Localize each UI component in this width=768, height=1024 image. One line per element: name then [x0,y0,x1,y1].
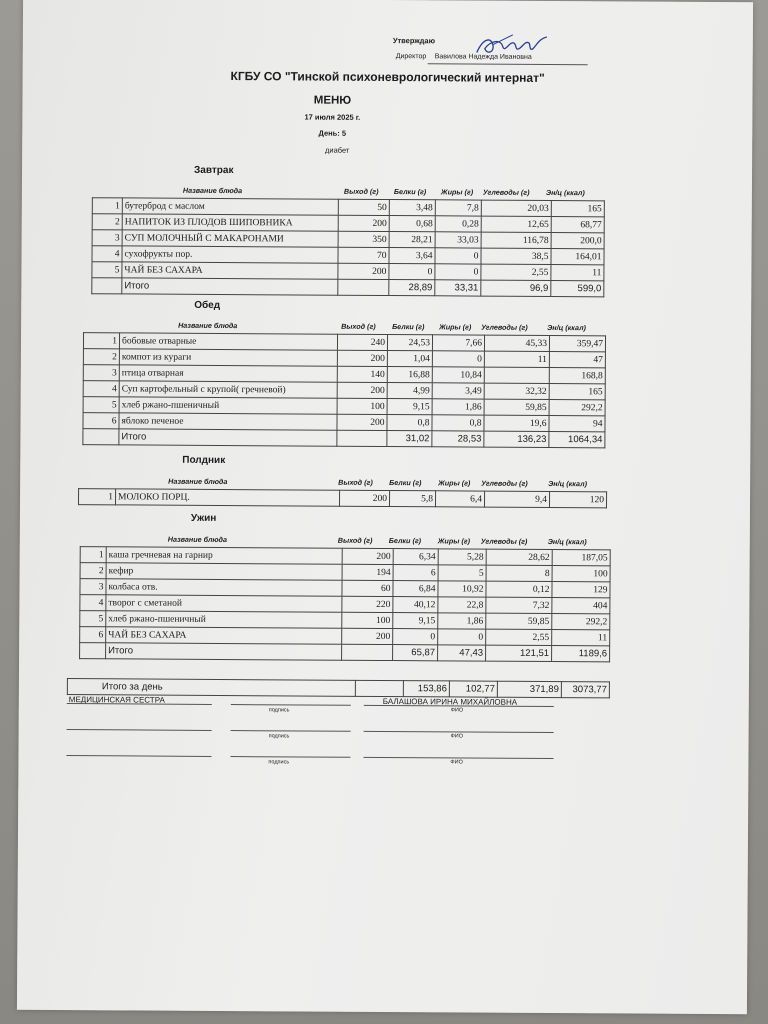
yield-value: 140 [337,366,387,382]
dish-name: каша гречневая на гарнир [106,547,342,564]
section-title-lunch: Обед [194,299,221,311]
dish-name: НАПИТОК ИЗ ПЛОДОВ ШИПОВНИКА [122,214,338,231]
yield-value: 50 [338,199,389,215]
col-header-yield: Выход (г) [337,535,373,545]
carbs-value: 11 [484,351,549,367]
energy-value: 404 [552,598,610,614]
col-header-energy: Эн/ц (ккал) [547,536,587,547]
col-header-carbs: Углеводы (г) [482,187,530,197]
col-header-name: Название блюда [168,476,228,487]
dish-name: кефир [106,563,342,580]
fat-value: 5 [438,565,486,581]
row-number: 3 [83,365,119,381]
energy-value: 165 [549,384,605,400]
protein-value: 6,84 [393,581,438,597]
row-number: 5 [80,611,106,627]
protein-value: 1,04 [387,351,432,367]
energy-value: 47 [549,352,605,368]
fio-caption: ФИО [450,733,464,740]
col-header-yield: Выход (г) [338,477,373,487]
carbs-value: 12,65 [481,216,551,232]
dinner-table [79,546,611,662]
row-number: 1 [83,333,119,349]
signature-caption: подпись [268,733,290,740]
yield-value: 220 [342,596,393,612]
total-protein: 31,02 [387,431,432,447]
dish-name: яблоко печеное [119,413,337,430]
section-title-dinner: Ужин [190,512,217,524]
dish-name: сухофрукты пор. [122,246,338,263]
carbs-value: 38,5 [481,248,551,264]
row-number: 2 [92,214,122,230]
col-header-name: Название блюда [178,320,238,331]
yield-value: 350 [338,231,389,247]
col-header-yield: Выход (г) [343,186,379,196]
protein-value: 24,53 [387,335,432,351]
protein-value: 6,34 [393,549,438,565]
row-number: 4 [80,595,106,611]
energy-value: 292,2 [549,400,605,416]
fat-value: 22,8 [438,597,486,613]
dish-name: компот из кураги [119,349,337,366]
energy-value: 200,0 [551,233,604,249]
col-header-protein: Белки (г) [393,187,427,197]
total-label: Итого [106,643,342,660]
col-header-carbs: Углеводы (г) [480,536,528,546]
col-header-fat: Жиры (г) [437,536,471,546]
dish-name: хлеб ржано-пшеничный [119,397,337,414]
row-number: 6 [80,627,106,643]
fat-value: 7,66 [432,335,484,351]
col-header-protein: Белки (г) [389,478,422,488]
energy-value: 187,05 [552,550,610,566]
total-row [92,278,604,297]
row-number: 3 [92,230,122,246]
total-energy: 1064,34 [549,432,605,448]
table-row [79,489,607,508]
fat-value: 0 [438,629,486,645]
protein-value: 3,64 [389,248,435,264]
day-total-fat: 102,77 [449,681,497,697]
signature-line [230,756,350,758]
menu-sheet [17,0,753,1014]
total-row [80,643,610,662]
energy-value: 11 [551,265,604,281]
col-header-fat: Жиры (г) [438,478,471,488]
total-fat: 47,43 [438,645,486,661]
energy-value: 94 [549,416,605,432]
row-number: 6 [83,413,119,429]
energy-value: 292,2 [552,614,610,630]
row-number: 5 [83,397,119,413]
dish-name: бобовые отварные [119,333,337,350]
yield-value: 70 [338,247,389,263]
snack-table [78,488,607,508]
organization-title: КГБУ СО "Тинской психоневрологический интернат" [230,69,545,85]
protein-value: 3,48 [389,200,435,216]
protein-value: 4,99 [387,383,432,399]
fio-caption: ФИО [450,707,464,714]
total-carbs: 96,9 [481,280,551,296]
signature-line [231,730,351,732]
yield-value: 200 [338,263,389,279]
energy-value: 120 [549,492,606,508]
row-number: 5 [92,262,122,278]
carbs-value: 59,85 [486,613,552,629]
yield-value: 60 [342,580,393,596]
diet-type: диабет [324,145,350,155]
total-empty [338,279,389,295]
dish-name: бутерброд с маслом [122,198,338,215]
fat-value: 0 [432,351,484,367]
section-title-snack: Полдник [182,454,226,467]
director-label: Директор [395,53,427,61]
carbs-value: 7,32 [486,597,552,613]
total-label: Итого [119,429,337,446]
director-signature-line [428,63,588,65]
total-label: Итого [122,278,338,295]
carbs-value: 59,85 [484,399,549,415]
carbs-value: 2,55 [481,264,551,280]
carbs-value: 32,32 [484,383,549,399]
protein-value: 28,21 [389,232,435,248]
total-empty [342,644,393,660]
col-header-energy: Эн/ц (ккал) [547,322,586,333]
energy-value: 68,77 [551,217,604,233]
col-header-carbs: Углеводы (г) [481,322,528,332]
total-empty [337,430,387,446]
breakfast-table [91,197,605,297]
col-header-protein: Белки (г) [392,322,425,332]
row-number: 4 [83,381,119,397]
col-header-fat: Жиры (г) [439,322,472,332]
protein-value: 16,88 [387,367,432,383]
yield-value: 200 [339,490,389,506]
dish-name: колбаса отв. [106,579,342,596]
col-header-protein: Белки (г) [388,536,422,546]
carbs-value: 0,12 [486,581,552,597]
day-total-empty [355,680,403,696]
menu-day: День: 5 [318,128,347,138]
dish-name: Суп картофельный с крупой( гречневой) [119,381,337,398]
approve-label: Утверждаю [392,36,436,46]
dish-name: птица отварная [119,365,337,382]
fat-value: 10,92 [438,581,486,597]
row-number: 1 [79,489,116,505]
total-empty [80,643,106,659]
director-signature [473,31,553,61]
signature-caption: подпись [268,707,290,714]
fat-value: 1,86 [432,399,484,415]
yield-value: 200 [337,414,387,430]
fat-value: 0,28 [435,216,481,232]
row-number: 2 [83,349,119,365]
protein-value: 0,8 [387,415,432,431]
director-name: Вавилова Надежда Ивановна [434,53,532,61]
total-fat: 33,31 [435,280,481,296]
protein-value: 6 [393,565,438,581]
total-protein: 65,87 [393,645,438,661]
total-fat: 28,53 [432,431,484,447]
carbs-value: 28,62 [486,549,552,565]
signature-line [67,703,212,705]
fat-value: 0 [435,248,481,264]
total-energy: 1189,6 [552,646,610,662]
row-number: 3 [80,579,106,595]
carbs-value: 45,33 [484,335,549,351]
fio-caption: ФИО [450,759,463,766]
col-header-energy: Эн/ц (ккал) [545,187,585,198]
carbs-value: 20,03 [481,200,551,216]
yield-value: 200 [337,382,387,398]
day-total-protein: 153,86 [403,681,449,697]
section-title-breakfast: Завтрак [194,164,234,177]
fat-value: 0 [435,264,481,280]
signature-line [231,704,351,706]
carbs-value: 19,6 [484,415,549,431]
dish-name: МОЛОКО ПОРЦ. [116,489,340,506]
carbs-value: 9,4 [484,491,549,507]
carbs-value: 8 [486,565,552,581]
carbs-value [484,367,549,383]
day-total-carbs: 371,89 [497,681,561,697]
protein-value: 0,68 [389,216,435,232]
fat-value: 1,86 [438,613,486,629]
day-total-energy: 3073,77 [561,682,609,698]
protein-value: 5,8 [389,491,435,507]
total-carbs: 121,51 [486,645,552,661]
nurse-label: МЕДИЦИНСКАЯ СЕСТРА [68,695,165,705]
total-carbs: 136,23 [484,431,549,447]
fat-value: 33,03 [435,232,481,248]
dish-name: хлеб ржано-пшеничный [106,611,342,628]
col-header-name: Название блюда [182,185,243,196]
energy-value: 164,01 [551,249,604,265]
protein-value: 0 [393,629,438,645]
staff-name: БАЛАШОВА ИРИНА МИХАЙЛОВНА [382,696,518,707]
protein-value: 9,15 [387,399,432,415]
signature-line [67,729,212,731]
col-header-carbs: Углеводы (г) [481,478,528,488]
yield-value: 194 [342,564,393,580]
col-header-yield: Выход (г) [341,321,376,331]
protein-value: 9,15 [393,613,438,629]
col-header-energy: Эн/ц (ккал) [548,478,588,489]
fat-value: 7,8 [435,200,481,216]
dish-name: СУП МОЛОЧНЫЙ С МАКАРОНАМИ [122,230,338,247]
yield-value: 100 [342,612,393,628]
yield-value: 200 [337,350,387,366]
row-number: 1 [92,198,122,214]
day-total-label: Итого за день [67,679,355,697]
row-number: 4 [92,246,122,262]
yield-value: 200 [338,215,389,231]
total-energy: 599,0 [551,281,604,297]
dish-name: ЧАЙ БЕЗ САХАРА [122,262,338,279]
energy-value: 168,8 [549,368,605,384]
yield-value: 240 [337,334,387,350]
total-empty [92,278,122,294]
yield-value: 200 [342,628,393,644]
protein-value: 40,12 [393,597,438,613]
fat-value: 3,49 [432,383,484,399]
yield-value: 200 [342,548,393,564]
energy-value: 129 [552,582,610,598]
signature-line [66,755,211,757]
fat-value: 0,8 [432,415,484,431]
dish-name: творог с сметаной [106,595,342,612]
energy-value: 100 [552,566,610,582]
carbs-value: 116,78 [481,232,551,248]
protein-value: 0 [389,264,435,280]
carbs-value: 2,55 [486,629,552,645]
fat-value: 10,84 [432,367,484,383]
menu-date: 17 июля 2025 г. [304,112,361,122]
fat-value: 6,4 [435,491,484,507]
total-row [83,429,605,448]
row-number: 2 [80,563,106,579]
energy-value: 359,47 [549,336,605,352]
energy-value: 165 [551,201,604,217]
total-empty [83,429,119,445]
dish-name: ЧАЙ БЕЗ САХАРА [106,627,342,644]
energy-value: 11 [552,630,610,646]
menu-title: МЕНЮ [313,94,352,107]
total-protein: 28,89 [389,280,435,296]
lunch-table [82,332,606,448]
fat-value: 5,28 [438,549,486,565]
col-header-fat: Жиры (г) [440,187,474,197]
signature-caption: подпись [268,759,290,766]
yield-value: 100 [337,398,387,414]
row-number: 1 [80,547,106,563]
col-header-name: Название блюда [167,534,228,545]
